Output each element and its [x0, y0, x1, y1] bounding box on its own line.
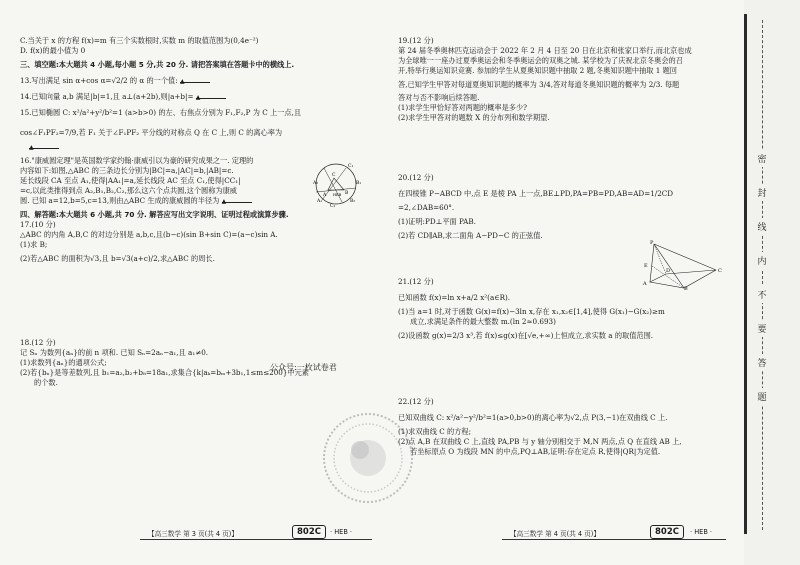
question-15-blank-line — [20, 142, 392, 152]
label-b: B — [684, 286, 688, 290]
question-17-part-2: (2)若△ABC 的面积为√3,且 b=√3(a+c)/2,求△ABC 的周长. — [20, 254, 215, 263]
question-22-part-1: (1)求双曲线 C 的方程; — [398, 427, 471, 436]
label-a1: A₁ — [317, 199, 323, 204]
answer-blank[interactable]: ▲ — [196, 92, 226, 99]
question-16-line-5: 圆. 已知 a=12,b=5,c=13,则由△ABC 生成的康威圆的半径为 ▲ — [20, 196, 392, 206]
label-c2: C₂ — [330, 204, 336, 208]
answer-blank[interactable]: ▲ — [222, 196, 252, 203]
seal-dashed-line — [762, 20, 763, 530]
question-17-heading: 17.(10 分) — [20, 220, 56, 229]
question-21-part-1-cont: 成立,求满足条件的最大整数 m.(ln 2≈0.693) — [410, 317, 556, 326]
question-20-stem: 在四棱锥 P−ABCD 中,点 E 是棱 PA 上一点,BE⊥PD,PA=PB=PD,AB=AD=1/2CD — [398, 189, 674, 198]
question-19-part-1: (1)求学生甲恰好答对两题的概率是多少? — [398, 103, 528, 112]
section-solution-heading: 四、解答题:本大题共 6 小题,共 70 分. 解答应写出文字说明、证明过程或演算步骤. — [20, 210, 289, 219]
seal-label: 内 — [754, 252, 770, 269]
question-19-line-4: 答,已知学生甲答对每道夏奥知识题的概率为 3/4,答对每道冬奥知识题的概率为 2/3. 每题 — [398, 80, 680, 89]
pyramid-figure — [640, 238, 726, 290]
label-p: P — [650, 240, 654, 246]
label-heb: HEB — [333, 193, 342, 197]
seal-label: 不 — [754, 286, 770, 303]
label-b1: B₁ — [356, 181, 362, 186]
question-14: 14.已知向量 a,b 满足|b|=1,且 a⊥(a+2b),则|a+b|= ▲ — [20, 92, 392, 102]
label-a2: A₂ — [313, 181, 319, 186]
question-15: 15.已知椭圆 C: x²/a²+y²/b²=1 (a>b>0) 的左、右焦点分别为 F₁,F₂,P 为 C 上一点,且 — [20, 108, 302, 117]
footer-page-4-heb: · HEB · — [690, 528, 713, 536]
question-21-part-2: (2)设函数 g(x)=2/3 x³,若 f(x)≤g(x)在[√e,+∞)上恒成立,求实数 a 的取值范围. — [398, 331, 654, 340]
conway-circle-figure — [308, 160, 364, 208]
question-18-part-2: (2)若{bₙ}是等差数列,且 b₁=a₂,b₂+b₈=18a₁,求集合{k|aₖ=bₘ+3b₁,1≤m≤200}中元素 — [20, 368, 309, 377]
question-22-part-2: (2)点 A,B 在双曲线 C 上,直线 PA,PB 与 y 轴分别相交于 M,N 两点,点 Q 在直线 AB 上, — [398, 437, 682, 446]
footer-page-3 — [20, 524, 392, 540]
question-19-line-1: 第 24 届冬季奥林匹克运动会于 2022 年 2 月 4 日至 20 日在北京和张家口举行,而北京也成 — [398, 46, 692, 55]
question-17-stem: △ABC 的内角 A,B,C 的对边分别是 a,b,c,且(b−c)(sin B+sin C)=(a−c)sin A. — [20, 230, 278, 239]
question-22-part-2-cont: 若坐标原点 O 为线段 MN 的中点,PQ⊥AB,证明:存在定点 R,使得|QR|为定值. — [410, 447, 661, 456]
question-17-part-1: (1)求 B; — [20, 240, 48, 249]
label-b2: B₂ — [350, 199, 356, 204]
question-18-part-2-cont: 的个数. — [34, 378, 58, 387]
question-19-line-5: 答对与否不影响后续答题. — [398, 93, 480, 102]
question-18-part-1: (1)求数列{aₙ}的通项公式; — [20, 358, 107, 367]
label-a: A — [643, 281, 647, 287]
footer-page-3-heb: · HEB · — [330, 528, 353, 536]
question-13: 13.写出满足 sin α+cos α=√2/2 的 α 的一个值: ▲ — [20, 76, 392, 86]
label-a: A — [323, 193, 327, 198]
seal-label: 封 — [754, 184, 770, 201]
question-21-stem: 已知函数 f(x)=ln x+a/2 x²(a∈R). — [398, 293, 511, 302]
question-20-part-1: (1)证明:PD⊥平面 PAB. — [398, 217, 476, 226]
label-b: B — [345, 191, 349, 196]
seal-label: 答 — [754, 354, 770, 371]
option-d: D. f(x)的最小值为 0 — [20, 46, 86, 55]
footer-page-4-code: 802C — [650, 525, 684, 539]
question-18-heading: 18.(12 分) — [20, 338, 56, 347]
seal-label: 密 — [754, 150, 770, 167]
question-19-line-3: 开,特举行奥运知识竞赛. 参加的学生从夏奥知识题中抽取 2 题,冬奥知识题中抽取 1 题回 — [398, 66, 677, 75]
option-c: C.当关于 x 的方程 f(x)=m 有三个实数根时,实数 m 的取值范围为(0,4e⁻²) — [20, 36, 259, 45]
question-18-stem: 记 Sₙ 为数列{aₙ}的前 n 项和. 已知 Sₙ=2aₙ−a₁,且 a₁≠0. — [20, 348, 209, 357]
question-19-part-2: (2)求学生甲答对的题数 X 的分布列和数学期望. — [398, 113, 550, 122]
label-d: D — [666, 268, 671, 274]
seal-label: 线 — [754, 218, 770, 235]
question-20-part-2: (2)若 CD∥AB,求二面角 A−PD−C 的正弦值. — [398, 231, 543, 240]
answer-blank[interactable]: ▲ — [29, 142, 59, 149]
question-21-heading: 21.(12 分) — [398, 277, 434, 286]
label-c1: C₁ — [348, 164, 354, 169]
question-16-line-4: =c,以此类推得到点 A₂,B₁,B₂,C₂,那么这六个点共圆,这个圆称为康威 — [20, 186, 237, 195]
question-19-line-2: 为全球唯一一座办过夏季奥运会和冬季奥运会的双奥之城. 某学校为了庆祝北京冬奥会的召 — [398, 56, 683, 65]
question-19-heading: 19.(12 分) — [398, 36, 434, 45]
question-16-line-3: 延长线段 CA 至点 A₁,使得|AA₁|=a,延长线段 AC 至点 C₁,使得|CC₁| — [20, 176, 241, 185]
question-15-cont: cos∠F₁PF₂=7/9,若 F₁ 关于∠F₁PF₂ 平分线的对称点 Q 在 C 上,则 C 的离心率为 — [20, 128, 283, 137]
seal-strip — [744, 0, 800, 565]
footer-rule — [502, 539, 726, 540]
seal-label: 题 — [754, 388, 770, 405]
label-c: C — [332, 173, 336, 178]
answer-blank[interactable]: ▲ — [180, 76, 210, 83]
footer-rule — [140, 539, 372, 540]
footer-page-3-code: 802C — [292, 525, 326, 539]
question-20-heading: 20.(12 分) — [398, 173, 434, 182]
question-16: 16."康威圆定理"是英国数学家约翰·康威引以为豪的研究成果之一. 定理的 — [20, 156, 254, 165]
footer-page-4-text: 【高三数学 第 4 页(共 4 页)】 — [510, 530, 600, 538]
label-e: E — [644, 263, 648, 269]
seal-strip-edge — [744, 14, 747, 534]
label-c: C — [718, 268, 722, 274]
question-22-heading: 22.(12 分) — [398, 397, 434, 406]
section-fill-blank-heading: 三、填空题:本大题共 4 小题,每小题 5 分,共 20 分. 请把答案填在答题卡中的横线上. — [20, 60, 295, 69]
footer-page-3-text: 【高三数学 第 3 页(共 4 页)】 — [148, 530, 238, 538]
question-21-part-1: (1)当 a=1 时,对于函数 G(x)=f(x)−3ln x,存在 x₁,x₂∈[1,4],使得 G(x₁)−G(x₂)≥m — [398, 307, 665, 316]
question-22-stem: 已知双曲线 C: x²/a²−y²/b²=1(a>0,b>0)的离心率为√2,点 P(3,−1)在双曲线 C 上. — [398, 413, 668, 422]
question-16-line-2: 内容如下:如图,△ABC 的三条边长分别为|BC|=a,|AC|=b,|AB|=c. — [20, 166, 234, 175]
wechat-watermark: 公众号:一枚试卷君 — [270, 363, 337, 372]
footer-page-4 — [398, 524, 726, 540]
seal-label: 要 — [754, 320, 770, 337]
page-3-column — [20, 36, 392, 388]
question-20-stem-cont: =2,∠DAB=60°. — [398, 203, 455, 212]
